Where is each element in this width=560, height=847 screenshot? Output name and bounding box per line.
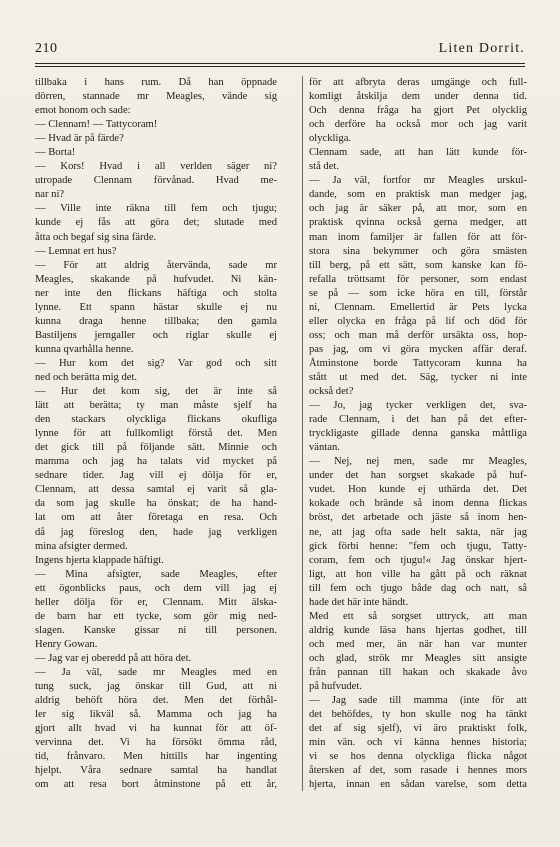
text-line: — Kors! Hvad i all verlden säger ni? bbox=[35, 161, 277, 173]
text-line: Åtminstone borde Tattycoram kunna ha bbox=[309, 357, 527, 369]
text-line: Clennam sade, att han lätt kunde för- bbox=[309, 147, 527, 159]
text-line: också det? bbox=[309, 386, 354, 398]
text-line: och derföre ha också mor och jag varit bbox=[309, 119, 527, 131]
text-line: hade det här inte händt. bbox=[309, 596, 409, 608]
text-line: — Hur kom det sig? Var god och sitt bbox=[35, 357, 277, 369]
text-line: stå det. bbox=[309, 161, 340, 173]
text-line: — Ville inte räkna till fem och tjugu; bbox=[35, 203, 277, 215]
text-line: se på — som icke höra en till, förstår bbox=[309, 287, 527, 299]
page-header bbox=[35, 41, 525, 61]
text-line: och jag är säker på, att mor, som en bbox=[309, 203, 527, 215]
text-line: — Jo, jag tycker verkligen det, sva- bbox=[309, 400, 527, 412]
text-line: och glad, strök mr Meagles sitt ansigte bbox=[309, 652, 527, 664]
text-line: lynne för att fullkomligt förstå det. Men bbox=[35, 428, 277, 440]
running-title: Liten Dorrit. bbox=[438, 41, 525, 56]
text-line: komligt åtskilja dem under denna tid. bbox=[309, 91, 527, 103]
text-line: till berg, på ett sätt, som kanske kan fö- bbox=[309, 259, 527, 271]
text-line: lynne. Ett spann hästar skulle ej nu bbox=[35, 301, 277, 313]
text-line: — Lemnat ert hus? bbox=[35, 245, 117, 257]
header-rule-thin bbox=[35, 66, 525, 67]
text-line: återsken af det, som rasade i hennes mors bbox=[309, 765, 527, 777]
text-line: då jag föreslog den, hade jag verkligen bbox=[35, 526, 277, 538]
text-line: mina afsigter dermed. bbox=[35, 540, 128, 552]
text-line: och med mer, än när han var munter bbox=[309, 638, 527, 650]
text-line: — Ja väl, sade mr Meagles med en bbox=[35, 666, 277, 678]
text-line: bröst, det arbetade och jäste så inom hen- bbox=[309, 512, 527, 524]
text-line: aldrig behöft höra det. Men det förhål- bbox=[35, 695, 277, 707]
text-line: den stackars olyckliga flickans okufliga bbox=[35, 414, 277, 426]
text-line: — Clennam! — Tattycoram! bbox=[35, 119, 158, 131]
text-line: det behöfdes, ty hon skulle nog ha tänkt bbox=[309, 709, 527, 721]
text-line: tryckligaste gillade denna ganska måttliga bbox=[309, 428, 527, 440]
text-line: praktisk qvinna också gerna medger, att bbox=[309, 217, 527, 229]
text-line: Ingens hjerta klappade häftigt. bbox=[35, 554, 164, 566]
text-line: emot honom och sade: bbox=[35, 105, 131, 117]
text-line: olyckliga. bbox=[309, 133, 352, 145]
text-line: man inom familjer är fallen för att för- bbox=[309, 231, 527, 243]
text-line: eller olycka en fråga på lif och död för bbox=[309, 315, 527, 327]
text-line: ett ögonblicks paus, och dem vill jag ej bbox=[35, 582, 277, 594]
text-line: vervinna det. Vi ha försökt ömma råd, bbox=[35, 737, 277, 749]
text-line: kokade och brände så inom denna flickas bbox=[309, 498, 527, 510]
text-line: ler sig likväl så. Mamma och jag ha bbox=[35, 709, 277, 721]
text-line: Med ett så sorgset uttryck, att man bbox=[309, 610, 527, 622]
text-line: under det han sorgset skakade på huf- bbox=[309, 470, 527, 482]
text-line: pas jag, om vi göra mycken affär deraf. bbox=[309, 343, 527, 355]
text-line: min vän. och vi känna hennes historia; bbox=[309, 737, 527, 749]
text-line: hjerta, innan en sådan varelse, som detta bbox=[309, 779, 527, 791]
text-line: åtta och begaf sig sina färde. bbox=[35, 231, 157, 243]
text-column-left bbox=[35, 76, 277, 792]
text-line: väntan. bbox=[309, 442, 340, 454]
text-line: kunna qvarhålla henne. bbox=[35, 343, 134, 355]
text-line: heller dölja för er, Clennam. Mitt älska- bbox=[35, 596, 277, 608]
text-line: — Mina afsigter, sade Meagles, efter bbox=[35, 568, 277, 580]
text-line: utropade Clennam förvånad. Hvad me- bbox=[35, 175, 277, 187]
text-line: refalla tröttsamt för personer, som endast bbox=[309, 273, 527, 285]
text-line: tid, frånvaro. Men hittills har ingenting bbox=[35, 751, 277, 763]
text-line: — För att aldrig återvända, sade mr bbox=[35, 259, 277, 271]
text-line: dande, som en praktisk man medger jag, bbox=[309, 189, 527, 201]
text-line: Och denna fråga ha gjort Pet olycklig bbox=[309, 105, 527, 117]
text-line: — Hvad är på färde? bbox=[35, 133, 124, 145]
text-line: kunna draga henne tillbaka; den gamla bbox=[35, 315, 277, 327]
text-line: — Jag var ej oberedd på att höra det. bbox=[35, 652, 192, 664]
text-line: tillbaka i hans rum. Då han öppnade bbox=[35, 77, 277, 88]
text-line: slagen. Kanske gissar ni till personen. bbox=[35, 624, 277, 636]
text-line: — Nej, nej men, sade mr Meagles, bbox=[309, 456, 527, 468]
text-line: det gick till på följande sätt. Minnie och bbox=[35, 442, 277, 454]
text-line: — Hur det kom sig, det är inte så bbox=[35, 386, 277, 398]
text-line: nar ni? bbox=[35, 189, 65, 201]
text-line: dörren, stannade mr Meagles, vände sig bbox=[35, 91, 277, 103]
text-line: stått ut med det. Säg, tycker ni inte bbox=[309, 371, 527, 383]
header-rule bbox=[35, 63, 525, 64]
text-line: gick förbi henne: "fem och tjugu, Tatty- bbox=[309, 540, 527, 552]
text-line: Henry Gowan. bbox=[35, 638, 98, 650]
text-line: ner inte den flickans häftiga och stolta bbox=[35, 287, 277, 299]
text-line: stora sina bekymmer och göra smästen bbox=[309, 245, 527, 257]
text-line: till fem och tjugo både dag och natt, så bbox=[309, 582, 527, 594]
text-line: sednare tider. Jag vill ej dölja för er, bbox=[35, 470, 277, 482]
text-line: — Borta! bbox=[35, 147, 76, 159]
text-line: för att afbryta deras umgänge och full- bbox=[309, 77, 527, 88]
text-line: hjelpt. Våra sednare samtal ha handlat bbox=[35, 765, 277, 777]
page-number: 210 bbox=[35, 41, 58, 56]
text-line: Bastiljens jerngaller och riglar skulle ej bbox=[35, 329, 277, 341]
text-line: — Ja väl, fortfor mr Meagles urskul- bbox=[309, 175, 527, 187]
text-line: lätt att berätta; ty man måste sjelf ha bbox=[35, 400, 277, 412]
text-line: gjort allt hvad vi ha kunnat för att öf- bbox=[35, 723, 277, 735]
text-line: Clennam, att dessa samtal ej varit så gla- bbox=[35, 484, 277, 496]
text-line: på hufvudet. bbox=[309, 681, 362, 693]
text-line: vudet. Hon kunde ej uthärda det. Det bbox=[309, 484, 527, 496]
text-line: det af sig sjelf), vi äro praktiskt folk, bbox=[309, 723, 527, 735]
text-line: oss; och man må derför ursäkta oss, hop- bbox=[309, 329, 527, 341]
text-line: de barn har ett tycke, som gör mig ned- bbox=[35, 610, 277, 622]
text-line: vi se hos denna olyckliga flicka något bbox=[309, 751, 527, 763]
text-line: tung suck, jag önskar till Gud, att ni bbox=[35, 681, 277, 693]
text-line: coram, fem och tjugu!« Jag önskar hjert- bbox=[309, 554, 527, 566]
text-line: kunde ej fås att göra det; slutade med bbox=[35, 217, 277, 229]
text-line: ni, Clennam. Emellertid är Pets lycka bbox=[309, 301, 527, 313]
text-line: mamma och jag ha talats vid mycket på bbox=[35, 456, 277, 468]
text-line: — Jag sade till mamma (inte för att bbox=[309, 695, 527, 707]
text-line: från pannan till hakan och skakade åvo bbox=[309, 666, 527, 678]
text-line: aldrig kunde läsa hans hjertas godhet, till bbox=[309, 624, 527, 636]
text-line: da som jag skulle ha önskat; de ha hand- bbox=[35, 498, 277, 510]
text-line: Meagles, skakande på hufvudet. Ni kän- bbox=[35, 273, 277, 285]
text-line: ligt, att hon ville ha gått på och räknat bbox=[309, 568, 527, 580]
text-line: rade Clennam, i det han på det efter- bbox=[309, 414, 527, 426]
text-column-right bbox=[309, 76, 527, 792]
column-divider bbox=[302, 76, 303, 791]
text-line: om att resa bort åtminstone på ett år, bbox=[35, 779, 277, 791]
text-line: ne, att jag ofta sade helt sakta, när jag bbox=[309, 526, 527, 538]
text-line: ned och berätta mig det. bbox=[35, 371, 138, 383]
text-line: lat om att åter företaga en resa. Och bbox=[35, 512, 277, 524]
